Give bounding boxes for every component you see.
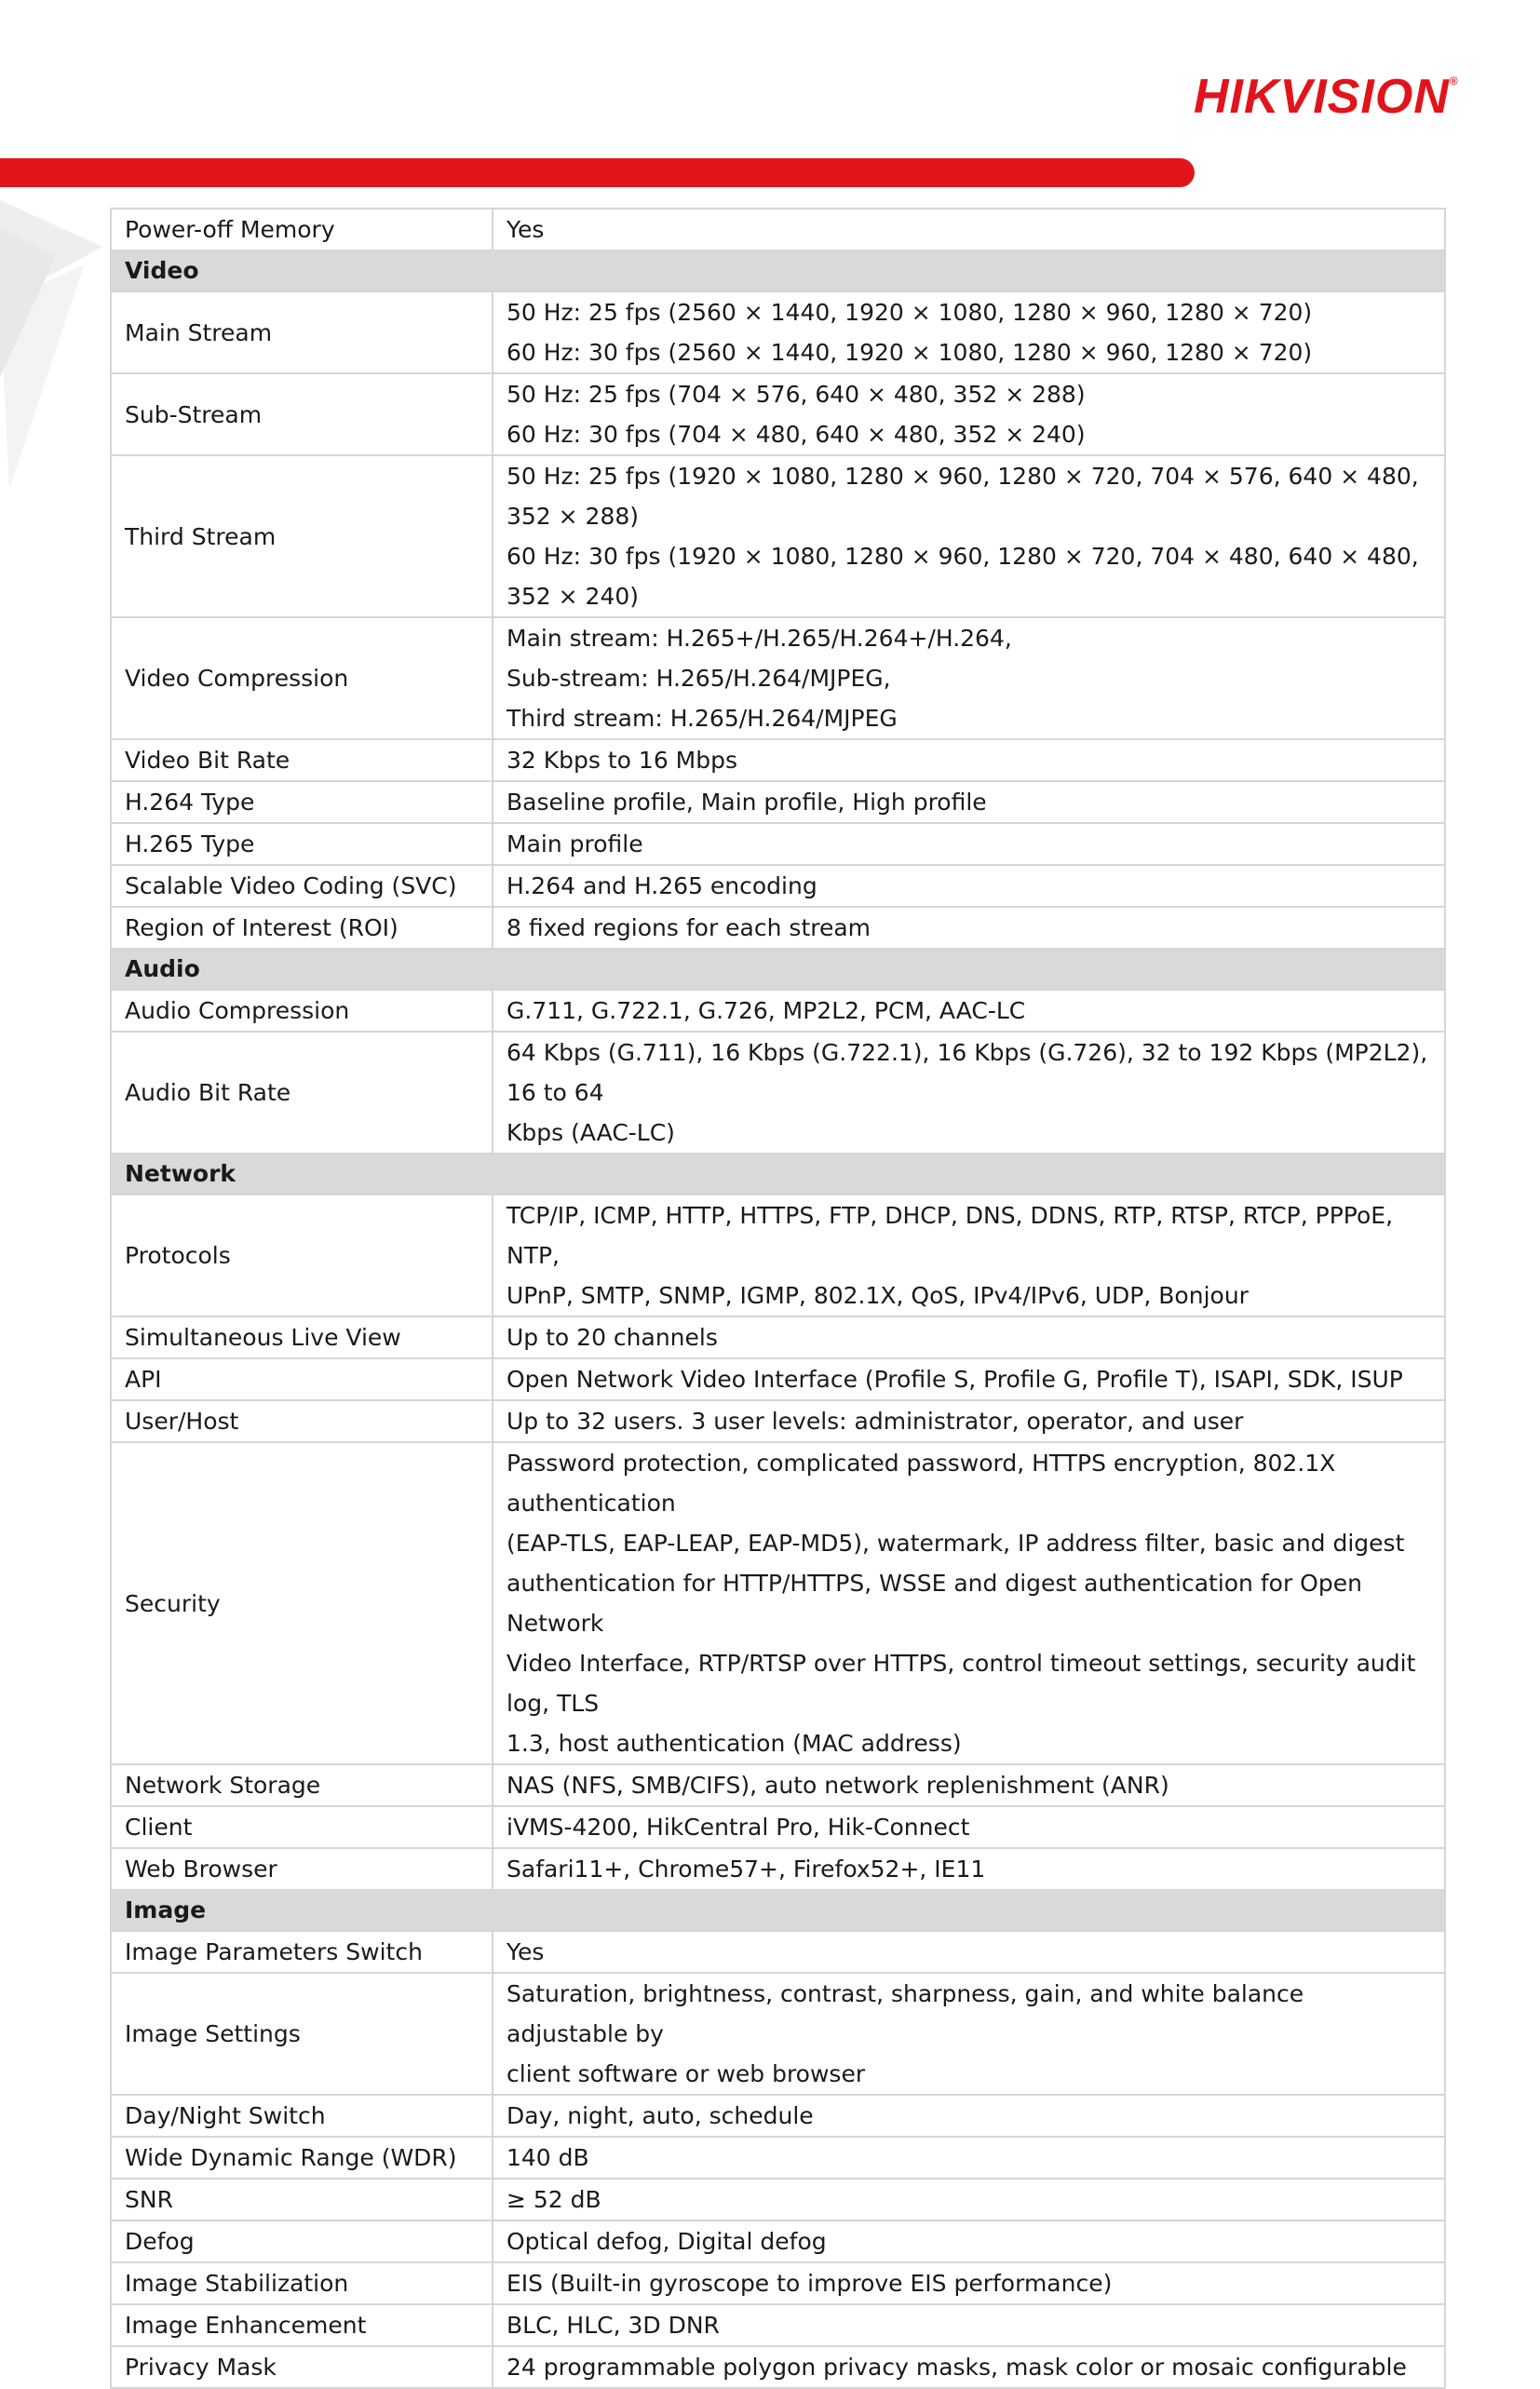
spec-label: Audio Compression [111,990,493,1032]
spec-value [493,990,1445,1032]
spec-value [493,1032,1445,1154]
spec-value-line: 140 dB [507,2144,589,2171]
spec-value [493,2262,1445,2304]
spec-row [111,1194,1445,1316]
spec-row [111,1442,1445,1764]
spec-row [111,1931,1445,1973]
spec-value-line: Kbps (AAC-LC) [507,1119,675,1146]
spec-label: Protocols [111,1194,493,1316]
spec-value-line: Video Interface, RTP/RTSP over HTTPS, control timeout settings, security audit log, TLS [507,1650,1416,1717]
spec-label: Image Parameters Switch [111,1931,493,1973]
spec-label: Scalable Video Coding (SVC) [111,865,493,907]
spec-label: Image Settings [111,1973,493,2095]
spec-label: Main Stream [111,291,493,373]
spec-row [111,455,1445,617]
spec-value [493,2095,1445,2137]
spec-value-line: 1.3, host authentication (MAC address) [507,1730,962,1757]
spec-value-line: Open Network Video Interface (Profile S, Profile G, Profile T), ISAPI, SDK, ISUP [507,1366,1403,1393]
spec-row [111,1400,1445,1442]
spec-label: Third Stream [111,455,493,617]
spec-value [493,1931,1445,1973]
spec-label: User/Host [111,1400,493,1442]
spec-label: Simultaneous Live View [111,1316,493,1358]
spec-label: Power-off Memory [111,209,493,250]
spec-row [111,1806,1445,1848]
spec-value [493,1442,1445,1764]
spec-label: Privacy Mask [111,2346,493,2388]
spec-value-line: Main stream: H.265+/H.265/H.264+/H.264, [507,625,1012,652]
spec-value-line: 60 Hz: 30 fps (1920 × 1080, 1280 × 960, 1280 × 720, 704 × 480, 640 × 480, 352 × 240) [507,543,1419,610]
spec-value-line: 64 Kbps (G.711), 16 Kbps (G.722.1), 16 Kbps (G.726), 32 to 192 Kbps (MP2L2), 16 to 64 [507,1039,1428,1106]
spec-value-line: BLC, HLC, 3D DNR [507,2312,720,2339]
section-title: Image [111,1890,1445,1931]
spec-label: Client [111,1806,493,1848]
spec-label: Image Enhancement [111,2304,493,2346]
spec-value-line: Optical defog, Digital defog [507,2228,827,2255]
spec-row [111,209,1445,250]
spec-value-line: 60 Hz: 30 fps (2560 × 1440, 1920 × 1080, 1280 × 960, 1280 × 720) [507,339,1313,366]
spec-value [493,1764,1445,1806]
spec-row [111,781,1445,823]
spec-row [111,1973,1445,2095]
spec-value-line: Sub-stream: H.265/H.264/MJPEG, [507,665,891,692]
spec-value-line: authentication for HTTP/HTTPS, WSSE and digest authentication for Open Network [507,1570,1362,1637]
spec-value [493,2220,1445,2262]
spec-row [111,2095,1445,2137]
spec-value-line: TCP/IP, ICMP, HTTP, HTTPS, FTP, DHCP, DNS, DDNS, RTP, RTSP, RTCP, PPPoE, NTP, [507,1202,1394,1269]
spec-row [111,2346,1445,2388]
spec-value [493,907,1445,949]
spec-value-line: 24 programmable polygon privacy masks, mask color or mosaic configurable [507,2354,1407,2381]
spec-value-line: Safari11+, Chrome57+, Firefox52+, IE11 [507,1856,986,1883]
spec-label: H.265 Type [111,823,493,865]
spec-value-line: Yes [507,216,545,243]
spec-value [493,1358,1445,1400]
spec-row [111,823,1445,865]
spec-row [111,1316,1445,1358]
spec-row [111,2179,1445,2220]
section-header-row [111,949,1445,990]
spec-value [493,1848,1445,1890]
spec-label: Region of Interest (ROI) [111,907,493,949]
spec-label: Video Compression [111,617,493,739]
section-title: Video [111,250,1445,291]
spec-row [111,990,1445,1032]
registered-mark: ® [1449,74,1459,88]
spec-value-line: Password protection, complicated password, HTTPS encryption, 802.1X authentication [507,1450,1336,1517]
spec-label: Security [111,1442,493,1764]
spec-value-line: NAS (NFS, SMB/CIFS), auto network replenishment (ANR) [507,1772,1169,1799]
spec-row [111,617,1445,739]
spec-value [493,823,1445,865]
spec-label: SNR [111,2179,493,2220]
spec-value-line: Baseline profile, Main profile, High profile [507,789,987,816]
spec-label: Video Bit Rate [111,739,493,781]
spec-value-line: Up to 20 channels [507,1324,718,1351]
section-title: Network [111,1154,1445,1194]
spec-value [493,739,1445,781]
spec-row [111,1358,1445,1400]
spec-row [111,373,1445,455]
spec-table [110,208,1446,2389]
spec-label: Network Storage [111,1764,493,1806]
spec-value [493,1973,1445,2095]
spec-label: Wide Dynamic Range (WDR) [111,2137,493,2179]
spec-value-line: Yes [507,1938,545,1965]
brand-logo [1194,69,1459,125]
spec-value [493,2179,1445,2220]
section-header-row [111,1154,1445,1194]
spec-value-line: EIS (Built-in gyroscope to improve EIS performance) [507,2270,1113,2297]
spec-label: Web Browser [111,1848,493,1890]
spec-row [111,2262,1445,2304]
spec-value [493,455,1445,617]
spec-value-line: 60 Hz: 30 fps (704 × 480, 640 × 480, 352 × 240) [507,421,1086,448]
spec-value-line: 50 Hz: 25 fps (1920 × 1080, 1280 × 960, 1280 × 720, 704 × 576, 640 × 480, 352 × 288) [507,463,1419,530]
spec-value [493,781,1445,823]
spec-row [111,2137,1445,2179]
spec-value [493,2304,1445,2346]
spec-row [111,1848,1445,1890]
section-title: Audio [111,949,1445,990]
spec-row [111,865,1445,907]
spec-value-line: 8 fixed regions for each stream [507,914,871,941]
section-header-row [111,250,1445,291]
spec-row [111,739,1445,781]
section-header-row [111,1890,1445,1931]
spec-row [111,1764,1445,1806]
spec-value-line: UPnP, SMTP, SNMP, IGMP, 802.1X, QoS, IPv4/IPv6, UDP, Bonjour [507,1282,1249,1309]
spec-value [493,865,1445,907]
spec-value [493,1806,1445,1848]
spec-label: Image Stabilization [111,2262,493,2304]
spec-row [111,2220,1445,2262]
spec-value [493,2137,1445,2179]
spec-value-line: Day, night, auto, schedule [507,2102,814,2129]
spec-value [493,291,1445,373]
spec-value [493,2346,1445,2388]
spec-value [493,373,1445,455]
spec-value-line: (EAP-TLS, EAP-LEAP, EAP-MD5), watermark, IP address filter, basic and digest [507,1530,1405,1557]
spec-label: API [111,1358,493,1400]
spec-value-line: client software or web browser [507,2060,866,2087]
spec-row [111,291,1445,373]
watermark-graphic [0,191,112,498]
spec-value [493,1400,1445,1442]
spec-value [493,617,1445,739]
spec-value-line: Third stream: H.265/H.264/MJPEG [507,705,898,732]
spec-label: H.264 Type [111,781,493,823]
header-accent-bar [0,158,1195,187]
logo-text: HIKVISION [1194,70,1450,124]
spec-value-line: ≥ 52 dB [507,2186,601,2213]
spec-value-line: 32 Kbps to 16 Mbps [507,747,737,774]
spec-value [493,209,1445,250]
spec-label: Sub-Stream [111,373,493,455]
spec-value-line: Main profile [507,830,643,857]
spec-value [493,1194,1445,1316]
spec-value-line: 50 Hz: 25 fps (704 × 576, 640 × 480, 352 × 288) [507,381,1086,408]
spec-value-line: 50 Hz: 25 fps (2560 × 1440, 1920 × 1080, 1280 × 960, 1280 × 720) [507,299,1313,326]
spec-value-line: Saturation, brightness, contrast, sharpness, gain, and white balance adjustable by [507,1980,1304,2047]
spec-label: Audio Bit Rate [111,1032,493,1154]
spec-value-line: H.264 and H.265 encoding [507,872,817,899]
spec-label: Day/Night Switch [111,2095,493,2137]
spec-value-line: iVMS-4200, HikCentral Pro, Hik-Connect [507,1814,970,1841]
spec-value-line: Up to 32 users. 3 user levels: administrator, operator, and user [507,1408,1244,1435]
spec-label: Defog [111,2220,493,2262]
spec-row [111,907,1445,949]
spec-row [111,1032,1445,1154]
spec-value [493,1316,1445,1358]
spec-row [111,2304,1445,2346]
spec-value-line: G.711, G.722.1, G.726, MP2L2, PCM, AAC-LC [507,997,1026,1024]
